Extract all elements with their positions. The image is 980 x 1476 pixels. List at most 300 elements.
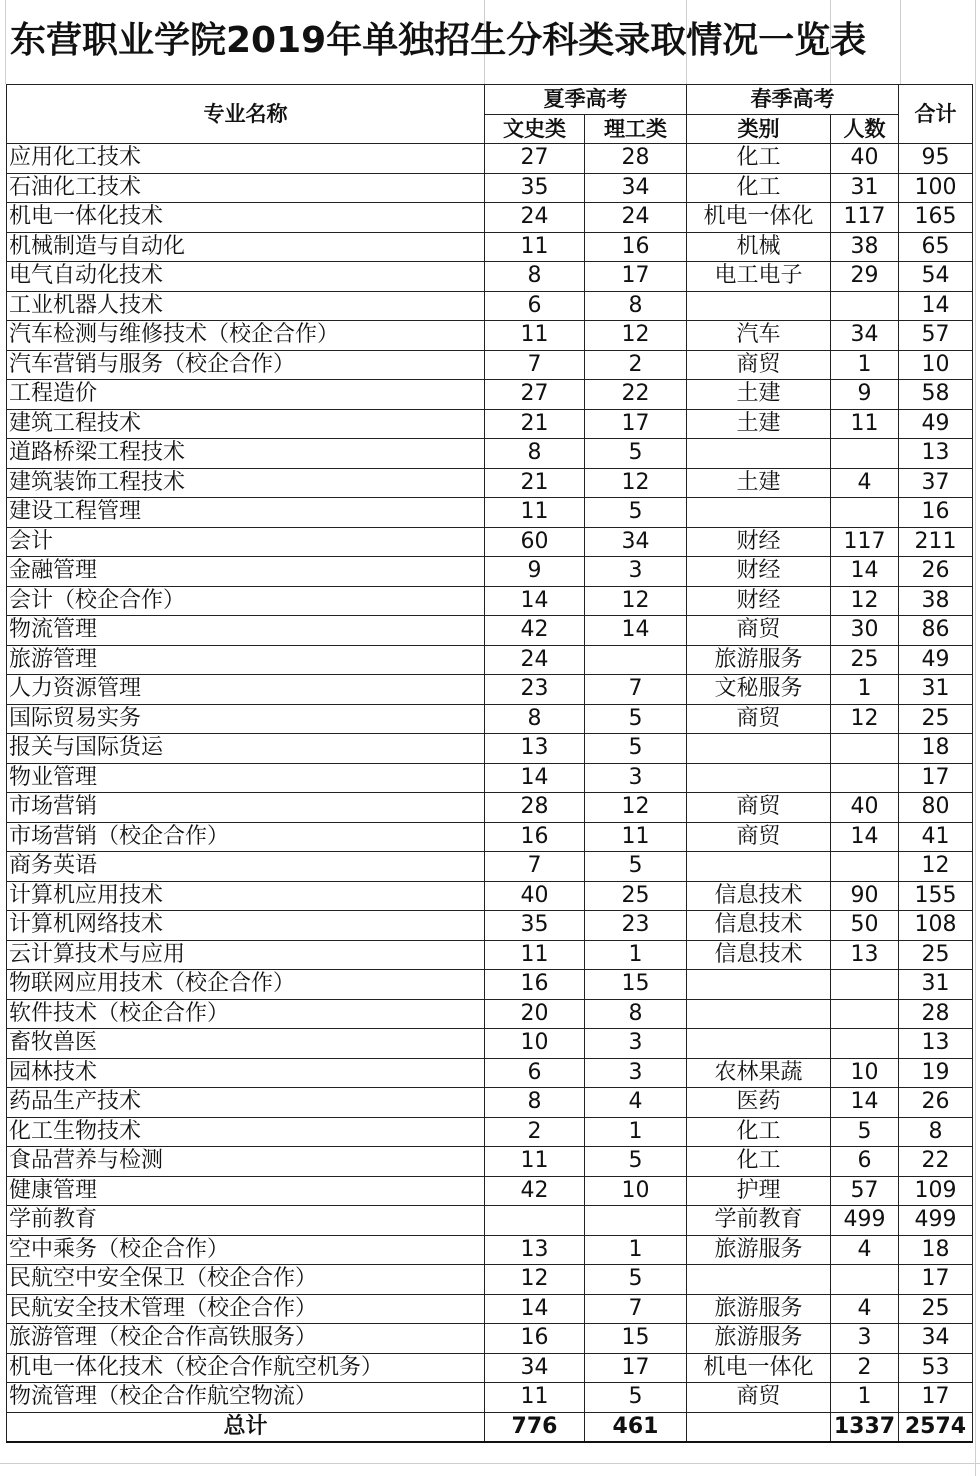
admission-table	[6, 84, 973, 1443]
total-row	[7, 1412, 973, 1442]
row-count	[831, 498, 899, 528]
row-major: 商务英语	[7, 852, 485, 882]
row-ligong: 7	[585, 675, 687, 705]
row-total: 10	[899, 350, 973, 380]
row-major: 畜牧兽医	[7, 1029, 485, 1059]
row-wenshi	[485, 1206, 585, 1236]
row-ligong: 12	[585, 468, 687, 498]
row-count	[831, 439, 899, 469]
gridline	[975, 0, 976, 1476]
row-total: 18	[899, 1235, 973, 1265]
table-row	[7, 911, 973, 941]
row-major: 计算机网络技术	[7, 911, 485, 941]
row-total: 31	[899, 675, 973, 705]
row-major: 汽车营销与服务（校企合作）	[7, 350, 485, 380]
table-row	[7, 852, 973, 882]
row-wenshi: 24	[485, 203, 585, 233]
row-wenshi: 34	[485, 1353, 585, 1383]
row-category: 化工	[687, 173, 831, 203]
table-row	[7, 144, 973, 174]
row-major: 物联网应用技术（校企合作）	[7, 970, 485, 1000]
row-major: 工业机器人技术	[7, 291, 485, 321]
table-row	[7, 527, 973, 557]
row-category: 农林果蔬	[687, 1058, 831, 1088]
table-row	[7, 1206, 973, 1236]
row-total: 65	[899, 232, 973, 262]
row-wenshi: 12	[485, 1265, 585, 1295]
row-wenshi: 42	[485, 1176, 585, 1206]
row-ligong: 5	[585, 734, 687, 764]
row-total: 13	[899, 439, 973, 469]
table-row	[7, 173, 973, 203]
row-ligong: 12	[585, 586, 687, 616]
row-major: 市场营销（校企合作）	[7, 822, 485, 852]
row-count: 38	[831, 232, 899, 262]
row-ligong: 5	[585, 704, 687, 734]
row-wenshi: 16	[485, 822, 585, 852]
row-total: 100	[899, 173, 973, 203]
row-wenshi: 11	[485, 232, 585, 262]
row-count	[831, 852, 899, 882]
row-total: 38	[899, 586, 973, 616]
table-row	[7, 734, 973, 764]
row-ligong: 5	[585, 498, 687, 528]
row-major: 金融管理	[7, 557, 485, 587]
row-major: 园林技术	[7, 1058, 485, 1088]
row-count: 5	[831, 1117, 899, 1147]
row-category: 财经	[687, 557, 831, 587]
row-wenshi: 11	[485, 1147, 585, 1177]
table-row	[7, 645, 973, 675]
row-category: 旅游服务	[687, 1324, 831, 1354]
row-ligong: 22	[585, 380, 687, 410]
row-total: 28	[899, 999, 973, 1029]
row-category: 护理	[687, 1176, 831, 1206]
row-ligong: 34	[585, 173, 687, 203]
row-total: 53	[899, 1353, 973, 1383]
table-row	[7, 675, 973, 705]
row-count: 14	[831, 1088, 899, 1118]
row-major: 机电一体化技术（校企合作航空机务）	[7, 1353, 485, 1383]
table-row	[7, 439, 973, 469]
row-major: 化工生物技术	[7, 1117, 485, 1147]
row-major: 物业管理	[7, 763, 485, 793]
row-total: 17	[899, 763, 973, 793]
row-category: 化工	[687, 144, 831, 174]
row-count: 50	[831, 911, 899, 941]
row-ligong: 25	[585, 881, 687, 911]
row-category	[687, 498, 831, 528]
row-total: 26	[899, 557, 973, 587]
row-total: 25	[899, 1294, 973, 1324]
row-total: 34	[899, 1324, 973, 1354]
row-major: 汽车检测与维修技术（校企合作）	[7, 321, 485, 351]
row-wenshi: 2	[485, 1117, 585, 1147]
row-category	[687, 1029, 831, 1059]
table-row	[7, 262, 973, 292]
table-row	[7, 498, 973, 528]
table-row	[7, 1088, 973, 1118]
row-wenshi: 27	[485, 380, 585, 410]
row-category: 汽车	[687, 321, 831, 351]
row-total: 80	[899, 793, 973, 823]
row-wenshi: 8	[485, 262, 585, 292]
row-wenshi: 13	[485, 1235, 585, 1265]
row-wenshi: 24	[485, 645, 585, 675]
row-ligong: 5	[585, 852, 687, 882]
row-total: 14	[899, 291, 973, 321]
row-count: 6	[831, 1147, 899, 1177]
table-row	[7, 1147, 973, 1177]
row-total: 499	[899, 1206, 973, 1236]
row-total: 18	[899, 734, 973, 764]
table-row	[7, 1176, 973, 1206]
gridline	[5, 0, 6, 84]
row-wenshi: 16	[485, 970, 585, 1000]
row-total: 165	[899, 203, 973, 233]
row-major: 市场营销	[7, 793, 485, 823]
row-wenshi: 14	[485, 763, 585, 793]
row-total: 49	[899, 409, 973, 439]
table-row	[7, 1324, 973, 1354]
row-major: 工程造价	[7, 380, 485, 410]
row-ligong: 8	[585, 999, 687, 1029]
row-count: 34	[831, 321, 899, 351]
table-row	[7, 380, 973, 410]
table-row	[7, 557, 973, 587]
row-major: 机械制造与自动化	[7, 232, 485, 262]
row-wenshi: 7	[485, 350, 585, 380]
table-row	[7, 350, 973, 380]
row-ligong: 5	[585, 1147, 687, 1177]
row-count: 14	[831, 822, 899, 852]
row-major: 会计（校企合作）	[7, 586, 485, 616]
row-wenshi: 6	[485, 291, 585, 321]
row-count: 117	[831, 203, 899, 233]
table-row	[7, 409, 973, 439]
row-total: 12	[899, 852, 973, 882]
row-wenshi: 27	[485, 144, 585, 174]
row-total: 31	[899, 970, 973, 1000]
row-category: 旅游服务	[687, 1294, 831, 1324]
row-ligong: 1	[585, 1117, 687, 1147]
table-row	[7, 704, 973, 734]
row-wenshi: 16	[485, 1324, 585, 1354]
gridline	[0, 1463, 980, 1464]
row-total: 95	[899, 144, 973, 174]
row-total: 17	[899, 1383, 973, 1413]
row-category: 信息技术	[687, 881, 831, 911]
row-major: 建设工程管理	[7, 498, 485, 528]
row-wenshi: 9	[485, 557, 585, 587]
table-row	[7, 1058, 973, 1088]
total-sum: 2574	[899, 1412, 973, 1442]
row-major: 计算机应用技术	[7, 881, 485, 911]
row-ligong: 4	[585, 1088, 687, 1118]
row-total: 86	[899, 616, 973, 646]
row-total: 16	[899, 498, 973, 528]
row-wenshi: 11	[485, 940, 585, 970]
row-count	[831, 1265, 899, 1295]
row-total: 57	[899, 321, 973, 351]
row-category	[687, 999, 831, 1029]
row-category: 化工	[687, 1147, 831, 1177]
row-major: 会计	[7, 527, 485, 557]
table-row	[7, 940, 973, 970]
row-wenshi: 60	[485, 527, 585, 557]
row-count: 31	[831, 173, 899, 203]
row-ligong: 14	[585, 616, 687, 646]
header-wenshi: 文史类	[485, 114, 585, 144]
row-wenshi: 11	[485, 1383, 585, 1413]
row-count: 1	[831, 350, 899, 380]
row-category	[687, 291, 831, 321]
row-major: 应用化工技术	[7, 144, 485, 174]
row-ligong: 8	[585, 291, 687, 321]
row-count: 40	[831, 793, 899, 823]
row-count: 4	[831, 1235, 899, 1265]
table-row	[7, 616, 973, 646]
row-major: 道路桥梁工程技术	[7, 439, 485, 469]
row-category: 土建	[687, 409, 831, 439]
row-count	[831, 999, 899, 1029]
row-count: 499	[831, 1206, 899, 1236]
table-row	[7, 232, 973, 262]
row-category: 信息技术	[687, 940, 831, 970]
row-major: 云计算技术与应用	[7, 940, 485, 970]
row-wenshi: 28	[485, 793, 585, 823]
total-wenshi: 776	[485, 1412, 585, 1442]
row-category: 机电一体化	[687, 203, 831, 233]
row-wenshi: 11	[485, 498, 585, 528]
row-ligong: 17	[585, 409, 687, 439]
row-wenshi: 40	[485, 881, 585, 911]
row-wenshi: 35	[485, 173, 585, 203]
page-title: 东营职业学院2019年单独招生分科类录取情况一览表	[10, 20, 867, 61]
row-category: 财经	[687, 586, 831, 616]
row-ligong: 5	[585, 1265, 687, 1295]
row-ligong: 16	[585, 232, 687, 262]
row-category	[687, 763, 831, 793]
row-category	[687, 1265, 831, 1295]
row-category: 信息技术	[687, 911, 831, 941]
header-ligong: 理工类	[585, 114, 687, 144]
row-total: 41	[899, 822, 973, 852]
table-row	[7, 291, 973, 321]
row-major: 健康管理	[7, 1176, 485, 1206]
row-major: 软件技术（校企合作）	[7, 999, 485, 1029]
row-major: 建筑工程技术	[7, 409, 485, 439]
row-wenshi: 10	[485, 1029, 585, 1059]
row-count: 25	[831, 645, 899, 675]
header-major: 专业名称	[7, 85, 485, 144]
row-wenshi: 6	[485, 1058, 585, 1088]
row-ligong	[585, 1206, 687, 1236]
table-row	[7, 1383, 973, 1413]
table-body	[7, 144, 973, 1413]
row-major: 国际贸易实务	[7, 704, 485, 734]
row-total: 58	[899, 380, 973, 410]
row-major: 人力资源管理	[7, 675, 485, 705]
row-total: 54	[899, 262, 973, 292]
row-category: 财经	[687, 527, 831, 557]
row-major: 民航空中安全保卫（校企合作）	[7, 1265, 485, 1295]
row-total: 155	[899, 881, 973, 911]
table-row	[7, 203, 973, 233]
table-row	[7, 468, 973, 498]
row-ligong: 15	[585, 1324, 687, 1354]
row-ligong: 12	[585, 793, 687, 823]
row-wenshi: 8	[485, 439, 585, 469]
row-ligong: 3	[585, 557, 687, 587]
row-category: 机械	[687, 232, 831, 262]
row-category: 商贸	[687, 1383, 831, 1413]
row-ligong: 7	[585, 1294, 687, 1324]
row-ligong: 11	[585, 822, 687, 852]
row-category	[687, 439, 831, 469]
table-row	[7, 999, 973, 1029]
total-category	[687, 1412, 831, 1442]
header-total: 合计	[899, 85, 973, 144]
row-major: 学前教育	[7, 1206, 485, 1236]
row-count: 1	[831, 1383, 899, 1413]
row-wenshi: 14	[485, 1294, 585, 1324]
row-category: 学前教育	[687, 1206, 831, 1236]
row-category: 旅游服务	[687, 645, 831, 675]
row-wenshi: 8	[485, 704, 585, 734]
row-count	[831, 763, 899, 793]
row-count: 117	[831, 527, 899, 557]
row-category	[687, 734, 831, 764]
row-ligong: 5	[585, 1383, 687, 1413]
row-count: 29	[831, 262, 899, 292]
row-category: 商贸	[687, 793, 831, 823]
row-count: 90	[831, 881, 899, 911]
row-wenshi: 42	[485, 616, 585, 646]
row-major: 旅游管理（校企合作高铁服务）	[7, 1324, 485, 1354]
row-total: 108	[899, 911, 973, 941]
row-category: 商贸	[687, 616, 831, 646]
row-category: 土建	[687, 468, 831, 498]
row-ligong: 10	[585, 1176, 687, 1206]
row-wenshi: 35	[485, 911, 585, 941]
total-count: 1337	[831, 1412, 899, 1442]
row-major: 石油化工技术	[7, 173, 485, 203]
row-wenshi: 13	[485, 734, 585, 764]
table-row	[7, 1117, 973, 1147]
row-ligong: 23	[585, 911, 687, 941]
header-spring-exam: 春季高考	[687, 85, 899, 115]
row-count: 9	[831, 380, 899, 410]
row-major: 机电一体化技术	[7, 203, 485, 233]
row-wenshi: 11	[485, 321, 585, 351]
row-total: 13	[899, 1029, 973, 1059]
table-row	[7, 1265, 973, 1295]
row-count: 4	[831, 468, 899, 498]
table-row	[7, 1235, 973, 1265]
table-row	[7, 763, 973, 793]
row-total: 211	[899, 527, 973, 557]
row-major: 建筑装饰工程技术	[7, 468, 485, 498]
row-wenshi: 20	[485, 999, 585, 1029]
row-ligong: 34	[585, 527, 687, 557]
row-count	[831, 734, 899, 764]
row-major: 食品营养与检测	[7, 1147, 485, 1177]
row-ligong: 17	[585, 262, 687, 292]
row-total: 109	[899, 1176, 973, 1206]
row-category: 商贸	[687, 704, 831, 734]
row-ligong: 15	[585, 970, 687, 1000]
header-count: 人数	[831, 114, 899, 144]
row-major: 物流管理	[7, 616, 485, 646]
row-ligong	[585, 645, 687, 675]
row-total: 49	[899, 645, 973, 675]
row-category: 商贸	[687, 822, 831, 852]
total-ligong: 461	[585, 1412, 687, 1442]
row-major: 电气自动化技术	[7, 262, 485, 292]
row-total: 25	[899, 704, 973, 734]
table-row	[7, 321, 973, 351]
row-wenshi: 21	[485, 468, 585, 498]
row-total: 8	[899, 1117, 973, 1147]
row-ligong: 1	[585, 940, 687, 970]
row-ligong: 2	[585, 350, 687, 380]
row-total: 37	[899, 468, 973, 498]
total-label: 总计	[7, 1412, 485, 1442]
row-count	[831, 970, 899, 1000]
table-row	[7, 793, 973, 823]
table-row	[7, 881, 973, 911]
table-row	[7, 822, 973, 852]
row-ligong: 3	[585, 1029, 687, 1059]
row-ligong: 1	[585, 1235, 687, 1265]
row-count: 30	[831, 616, 899, 646]
row-count: 10	[831, 1058, 899, 1088]
row-category: 化工	[687, 1117, 831, 1147]
row-major: 药品生产技术	[7, 1088, 485, 1118]
row-wenshi: 7	[485, 852, 585, 882]
row-ligong: 3	[585, 1058, 687, 1088]
row-ligong: 5	[585, 439, 687, 469]
row-wenshi: 23	[485, 675, 585, 705]
row-ligong: 12	[585, 321, 687, 351]
row-total: 17	[899, 1265, 973, 1295]
row-wenshi: 8	[485, 1088, 585, 1118]
row-major: 报关与国际货运	[7, 734, 485, 764]
row-ligong: 17	[585, 1353, 687, 1383]
row-category: 商贸	[687, 350, 831, 380]
row-category: 电工电子	[687, 262, 831, 292]
row-count: 1	[831, 675, 899, 705]
row-count: 57	[831, 1176, 899, 1206]
row-ligong: 24	[585, 203, 687, 233]
row-ligong: 3	[585, 763, 687, 793]
row-total: 25	[899, 940, 973, 970]
header-category: 类别	[687, 114, 831, 144]
header-summer-exam: 夏季高考	[485, 85, 687, 115]
row-major: 空中乘务（校企合作）	[7, 1235, 485, 1265]
row-count: 2	[831, 1353, 899, 1383]
table-row	[7, 970, 973, 1000]
row-count: 3	[831, 1324, 899, 1354]
table-row	[7, 1294, 973, 1324]
row-major: 物流管理（校企合作航空物流）	[7, 1383, 485, 1413]
row-count: 12	[831, 586, 899, 616]
gridline	[900, 0, 901, 84]
row-category: 医药	[687, 1088, 831, 1118]
row-count: 13	[831, 940, 899, 970]
row-category	[687, 970, 831, 1000]
